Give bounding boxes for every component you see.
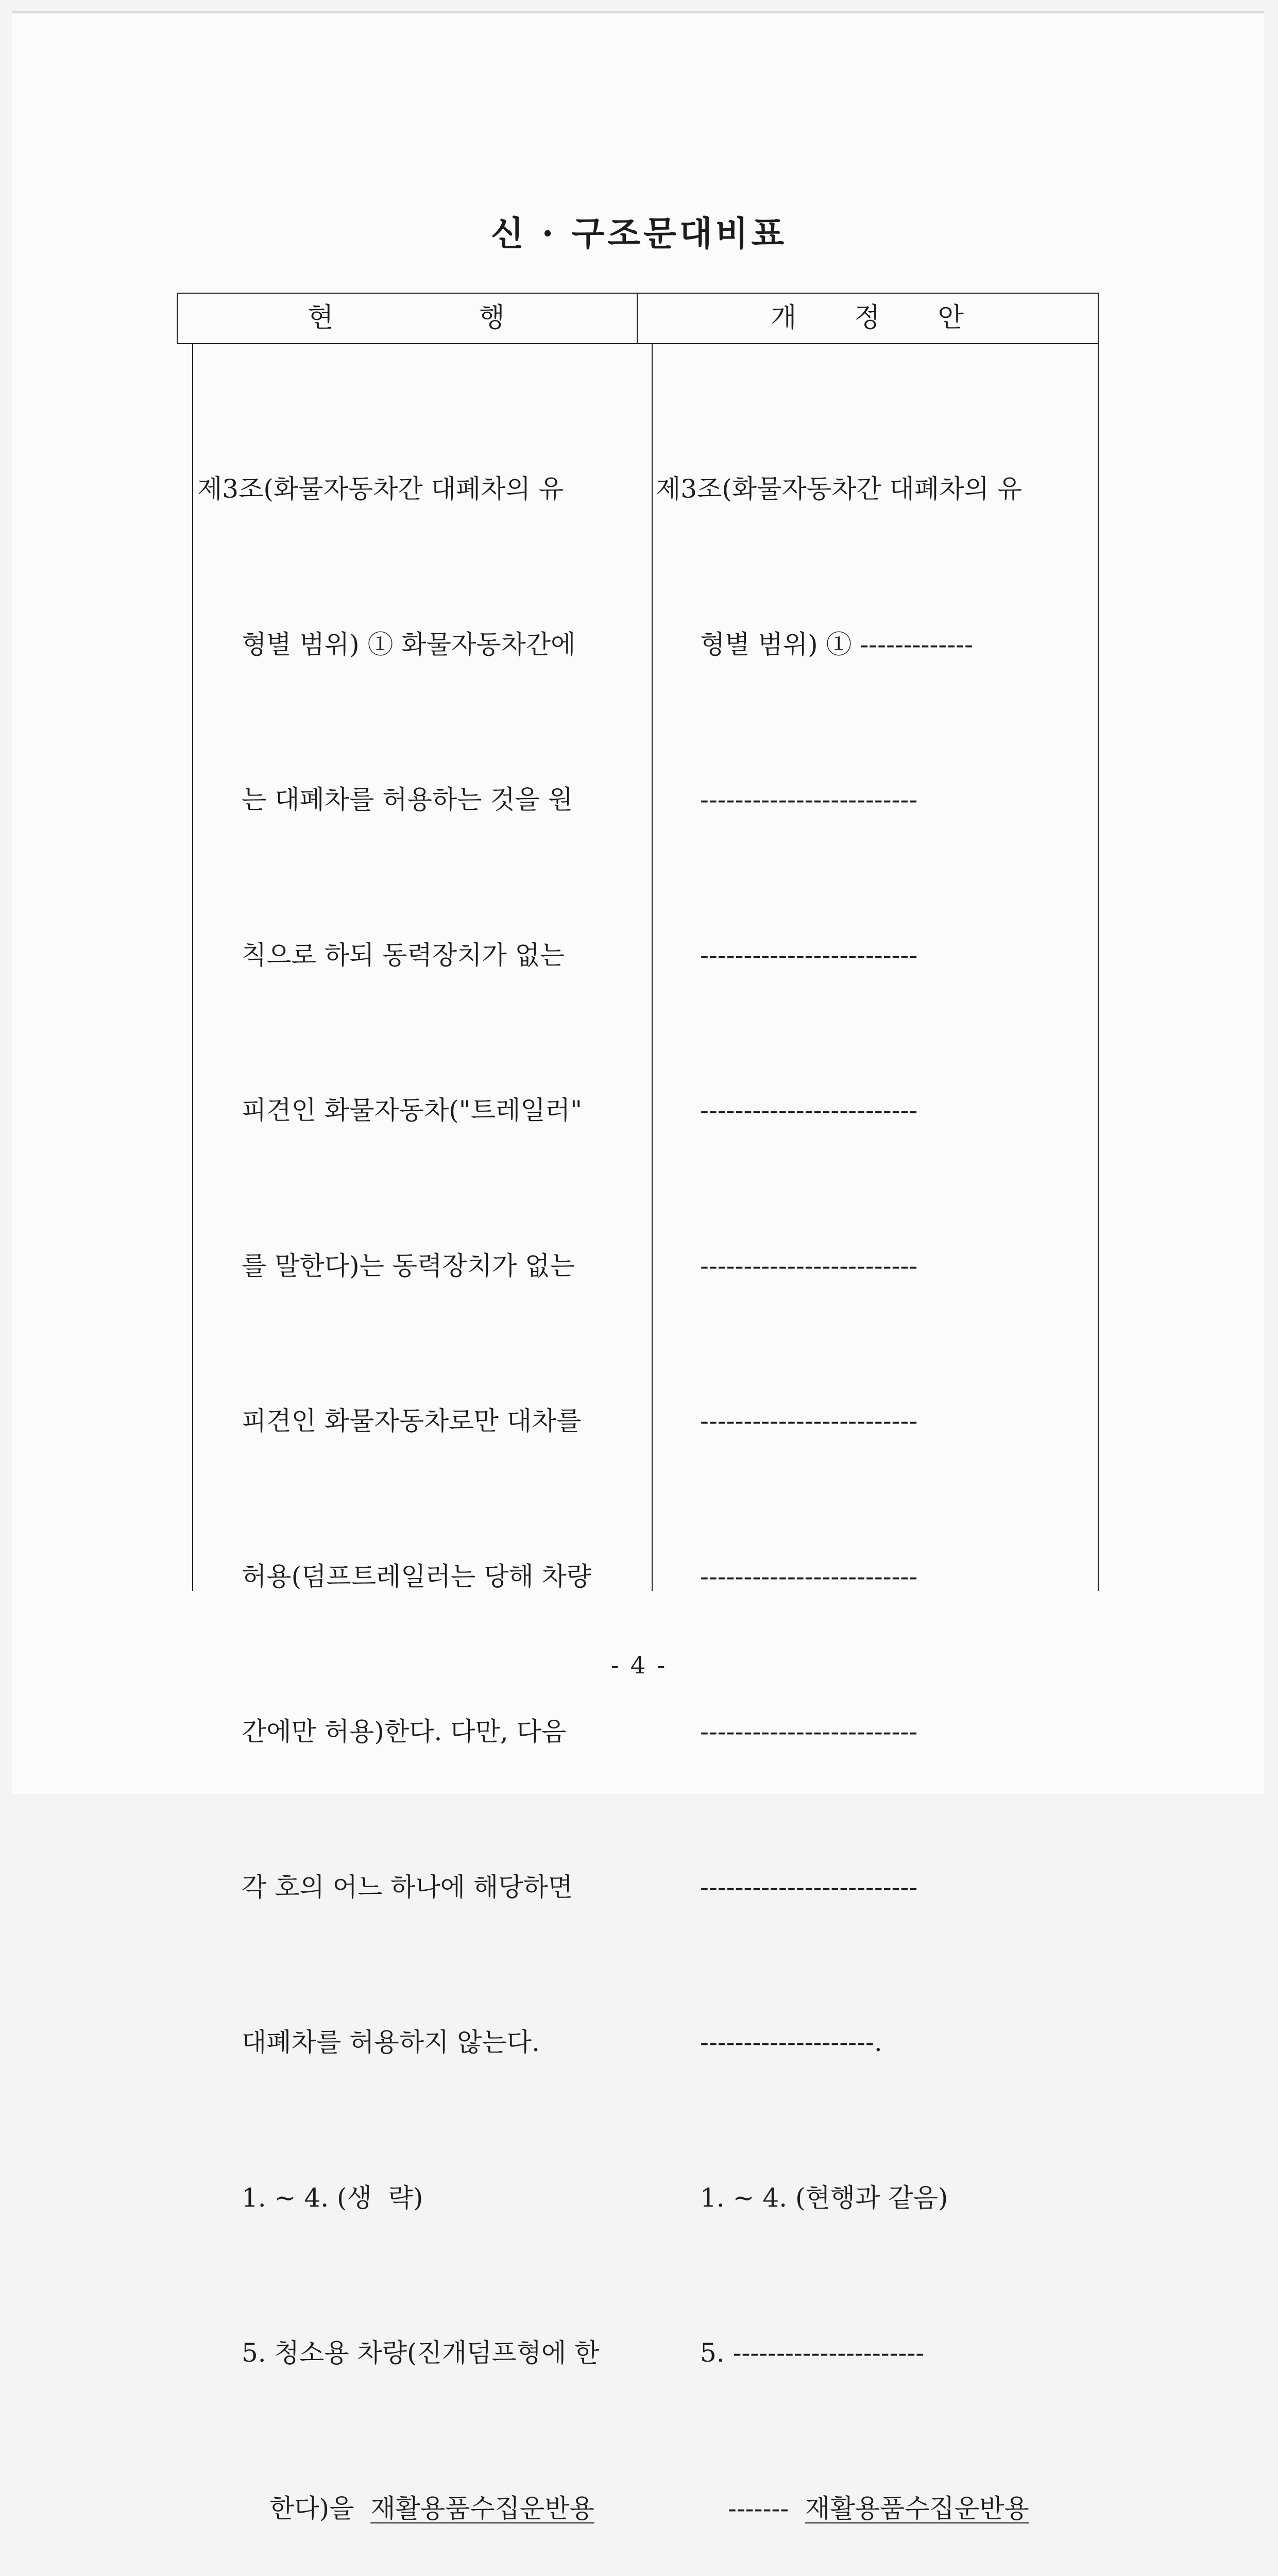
header-current-char-1: 현 bbox=[308, 302, 335, 333]
revision-line: ------------------------- bbox=[700, 1250, 918, 1281]
comparison-table bbox=[177, 293, 1099, 2523]
current-line: 를 말한다)는 동력장치가 없는 bbox=[242, 1250, 575, 1281]
right-column-border bbox=[1098, 343, 1099, 1591]
center-column-divider bbox=[652, 343, 653, 1591]
current-text: 한다)을 bbox=[269, 2493, 371, 2523]
revision-line: 형별 범위) ① ------------- bbox=[700, 629, 974, 659]
current-line: 각 호의 어느 하나에 해당하면 bbox=[242, 1872, 573, 1902]
revision-line bbox=[656, 2483, 1094, 2535]
current-underlined-text: 재활용품수집운반용 bbox=[370, 2493, 594, 2523]
revision-line: ------------------------- bbox=[700, 1717, 918, 1747]
current-line: 제3조(화물자동차간 대폐차의 유 bbox=[197, 474, 564, 504]
revision-line: ------------------------- bbox=[700, 1561, 918, 1591]
header-revision-char-3: 안 bbox=[938, 302, 965, 333]
header-current bbox=[177, 293, 637, 343]
document-title: 신 · 구조문대비표 bbox=[490, 213, 788, 253]
revision-text-column bbox=[656, 360, 1094, 2576]
current-line: 5. 청소용 차량(진개덤프형에 한 bbox=[242, 2338, 600, 2368]
current-text-column bbox=[197, 360, 640, 2576]
revision-line: ------------------------- bbox=[700, 785, 918, 815]
current-line: 형별 범위) ① 화물자동차간에 bbox=[242, 629, 576, 659]
current-line: 대폐차를 허용하지 않는다. bbox=[242, 2027, 540, 2057]
revision-line: 5. ---------------------- bbox=[700, 2338, 925, 2368]
revision-line: --------------------. bbox=[700, 2027, 882, 2057]
revision-line: ------------------------- bbox=[700, 1406, 918, 1436]
current-line: 피견인 화물자동차("트레일러" bbox=[242, 1095, 582, 1125]
current-line bbox=[197, 2483, 640, 2535]
revision-line: 1. ~ 4. (현행과 같음) bbox=[700, 2182, 948, 2213]
header-revision bbox=[638, 293, 1098, 343]
revision-line: ------------------------- bbox=[700, 940, 918, 970]
revision-line: ------------------------- bbox=[700, 1095, 918, 1125]
revision-text: ------- bbox=[728, 2493, 806, 2523]
current-line: 피견인 화물자동차로만 대차를 bbox=[242, 1406, 582, 1436]
header-current-char-2: 행 bbox=[479, 302, 506, 333]
revision-line: ------------------------- bbox=[700, 1872, 918, 1902]
header-revision-char-2: 정 bbox=[854, 302, 881, 333]
header-right-border bbox=[1098, 293, 1099, 343]
page-number: - 4 - bbox=[610, 1651, 668, 1679]
scan-edge bbox=[12, 11, 1264, 13]
header-divider bbox=[177, 343, 1099, 344]
current-line: 는 대폐차를 허용하는 것을 원 bbox=[242, 785, 573, 815]
current-line: 간에만 허용)한다. 다만, 다음 bbox=[242, 1717, 567, 1747]
header-revision-char-1: 개 bbox=[771, 302, 798, 333]
left-column-border bbox=[192, 343, 193, 1591]
revision-line: 제3조(화물자동차간 대폐차의 유 bbox=[656, 474, 1023, 504]
current-line: 1. ~ 4. (생 략) bbox=[242, 2182, 423, 2213]
current-line: 허용(덤프트레일러는 당해 차량 bbox=[242, 1561, 592, 1591]
revision-underlined-text: 재활용품수집운반용 bbox=[805, 2493, 1029, 2523]
current-line: 칙으로 하되 동력장치가 없는 bbox=[242, 940, 565, 970]
